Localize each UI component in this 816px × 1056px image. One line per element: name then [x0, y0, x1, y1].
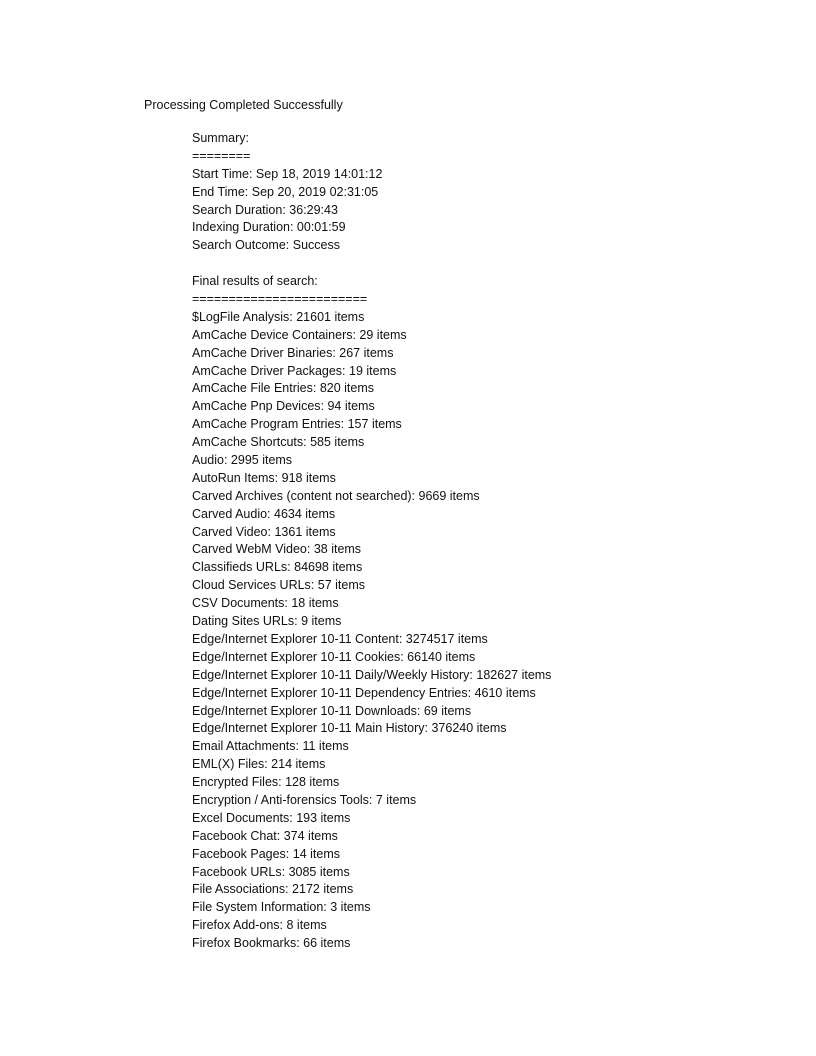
result-item: Facebook URLs: 3085 items: [192, 864, 350, 879]
result-item: Carved Audio: 4634 items: [192, 506, 336, 521]
results-list: [192, 309, 551, 953]
result-item: Edge/Internet Explorer 10-11 Dependency Entries: 4610 items: [192, 685, 536, 700]
search-outcome: Search Outcome: Success: [192, 238, 340, 253]
result-item: Edge/Internet Explorer 10-11 Downloads: 69 items: [192, 703, 472, 718]
result-item: Excel Documents: 193 items: [192, 810, 351, 825]
results-label: Final results of search:: [192, 274, 318, 289]
indexing-duration: Indexing Duration: 00:01:59: [192, 220, 346, 235]
result-item: Edge/Internet Explorer 10-11 Main History: 376240 items: [192, 721, 507, 736]
result-item: AmCache Pnp Devices: 94 items: [192, 399, 375, 414]
result-item: Carved WebM Video: 38 items: [192, 542, 362, 557]
result-item: AmCache Driver Packages: 19 items: [192, 363, 397, 378]
result-item: AmCache Program Entries: 157 items: [192, 417, 402, 432]
result-item: Facebook Pages: 14 items: [192, 846, 340, 861]
result-item: File Associations: 2172 items: [192, 882, 354, 897]
blank-line: [192, 255, 551, 273]
document-body: [192, 130, 551, 953]
result-item: Edge/Internet Explorer 10-11 Content: 3274517 items: [192, 631, 488, 646]
result-item: Audio: 2995 items: [192, 453, 293, 468]
summary-label: Summary:: [192, 131, 249, 145]
search-duration: Search Duration: 36:29:43: [192, 202, 338, 217]
result-item: File System Information: 3 items: [192, 900, 371, 915]
result-item: AutoRun Items: 918 items: [192, 470, 336, 485]
result-item: CSV Documents: 18 items: [192, 596, 339, 611]
results-underline: ========================: [192, 292, 368, 307]
result-item: AmCache File Entries: 820 items: [192, 381, 375, 396]
result-item: $LogFile Analysis: 21601 items: [192, 309, 365, 324]
end-time: End Time: Sep 20, 2019 02:31:05: [192, 184, 379, 199]
result-item: Classifieds URLs: 84698 items: [192, 560, 363, 575]
result-item: AmCache Shortcuts: 585 items: [192, 435, 365, 450]
result-item: Email Attachments: 11 items: [192, 739, 349, 754]
result-item: Edge/Internet Explorer 10-11 Cookies: 66140 items: [192, 649, 476, 664]
document-heading: Processing Completed Successfully: [144, 98, 343, 112]
result-item: Firefox Add-ons: 8 items: [192, 918, 327, 933]
start-time: Start Time: Sep 18, 2019 14:01:12: [192, 166, 383, 181]
result-item: Facebook Chat: 374 items: [192, 828, 338, 843]
result-item: Edge/Internet Explorer 10-11 Daily/Weekly History: 182627 items: [192, 667, 552, 682]
result-item: Cloud Services URLs: 57 items: [192, 578, 365, 593]
summary-underline: ========: [192, 148, 251, 163]
result-item: Firefox Bookmarks: 66 items: [192, 936, 351, 951]
result-item: Carved Archives (content not searched): 9669 items: [192, 488, 480, 503]
result-item: Carved Video: 1361 items: [192, 524, 336, 539]
result-item: Encrypted Files: 128 items: [192, 775, 340, 790]
result-item: EML(X) Files: 214 items: [192, 757, 326, 772]
result-item: Encryption / Anti-forensics Tools: 7 items: [192, 792, 417, 807]
result-item: AmCache Driver Binaries: 267 items: [192, 345, 394, 360]
result-item: AmCache Device Containers: 29 items: [192, 327, 407, 342]
result-item: Dating Sites URLs: 9 items: [192, 614, 342, 629]
